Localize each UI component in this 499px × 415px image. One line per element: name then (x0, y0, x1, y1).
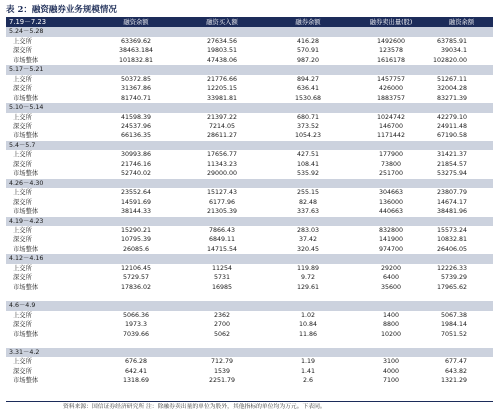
period-row (6, 65, 493, 74)
table-cell: 1024742 (352, 113, 430, 122)
exchange-label: 市场整体 (6, 131, 92, 140)
table-cell: 39034.1 (430, 46, 493, 55)
table-cell: 12226.33 (430, 264, 493, 273)
table-cell: 15127.43 (180, 188, 264, 197)
table-cell: 81740.71 (92, 94, 180, 103)
table-cell: 5739.29 (430, 273, 493, 282)
table-cell: 1.41 (264, 367, 352, 376)
table-row (6, 37, 493, 46)
table-cell: 24537.96 (92, 122, 180, 131)
table-cell: 283.03 (264, 226, 352, 235)
table-cell: 102820.00 (430, 56, 493, 65)
table-cell: 7866.43 (180, 226, 264, 235)
period-label: 3.31－4.2 (6, 348, 493, 357)
period-label: 5.4－5.7 (6, 141, 493, 150)
table-cell: 52740.02 (92, 169, 180, 178)
table-cell: 642.41 (92, 367, 180, 376)
table-cell: 16985 (180, 283, 264, 292)
table-cell: 1.19 (264, 357, 352, 366)
table-cell: 2362 (180, 311, 264, 320)
table-row (6, 198, 493, 207)
header-margin-buy: 融资买入额 (180, 18, 264, 27)
table-cell: 712.79 (180, 357, 264, 366)
table-cell: 141900 (352, 235, 430, 244)
table-cell: 82.48 (264, 198, 352, 207)
table-row (6, 235, 493, 244)
exchange-label: 上交所 (6, 264, 92, 273)
exchange-label: 上交所 (6, 113, 92, 122)
table-cell: 1321.29 (430, 376, 493, 385)
period-label: 4.19－4.23 (6, 217, 493, 226)
exchange-label: 深交所 (6, 84, 92, 93)
period-label: 5.10－5.14 (6, 103, 493, 112)
period-row (6, 301, 493, 310)
table-cell: 7039.66 (92, 330, 180, 339)
table-cell: 14591.69 (92, 198, 180, 207)
table-header-row (6, 18, 493, 27)
table-cell: 894.27 (264, 75, 352, 84)
table-cell: 5062 (180, 330, 264, 339)
table-cell: 83271.39 (430, 94, 493, 103)
exchange-label: 深交所 (6, 160, 92, 169)
table-cell: 570.91 (264, 46, 352, 55)
period-label: 4.26－4.30 (6, 179, 493, 188)
table-row (6, 330, 493, 339)
header-margin-balance: 融资余额 (92, 18, 180, 27)
table-cell: 37.42 (264, 235, 352, 244)
table-cell: 5066.36 (92, 311, 180, 320)
period-row (6, 348, 493, 357)
table-cell: 251700 (352, 169, 430, 178)
table-row (6, 150, 493, 159)
table-cell: 24911.48 (430, 122, 493, 131)
table-cell: 680.71 (264, 113, 352, 122)
table-cell: 2.6 (264, 376, 352, 385)
table-cell: 3100 (352, 357, 430, 366)
exchange-label: 深交所 (6, 235, 92, 244)
exchange-label: 市场整体 (6, 169, 92, 178)
exchange-label: 深交所 (6, 198, 92, 207)
table-cell: 1530.68 (264, 94, 352, 103)
exchange-label: 上交所 (6, 226, 92, 235)
table-row (6, 376, 493, 385)
table-cell: 987.20 (264, 56, 352, 65)
table-cell: 29200 (352, 264, 430, 273)
period-row (6, 217, 493, 226)
table-cell: 14674.17 (430, 198, 493, 207)
table-cell: 63369.62 (92, 37, 180, 46)
table-cell: 1883757 (352, 94, 430, 103)
table-cell: 8800 (352, 320, 430, 329)
exchange-label: 上交所 (6, 311, 92, 320)
table-cell: 440663 (352, 207, 430, 216)
table-cell: 9.72 (264, 273, 352, 282)
table-cell: 47438.06 (180, 56, 264, 65)
table-cell: 17656.77 (180, 150, 264, 159)
spacer-cell (6, 292, 493, 301)
spacer-row (6, 292, 493, 301)
table-cell: 177900 (352, 150, 430, 159)
exchange-label: 市场整体 (6, 330, 92, 339)
table-row (6, 75, 493, 84)
table-cell: 5067.38 (430, 311, 493, 320)
table-cell: 11343.23 (180, 160, 264, 169)
table-cell: 33981.81 (180, 94, 264, 103)
table-cell: 28611.27 (180, 131, 264, 140)
table-row (6, 113, 493, 122)
table-row (6, 188, 493, 197)
table-row (6, 283, 493, 292)
table-row (6, 169, 493, 178)
table-row (6, 160, 493, 169)
spacer-row (6, 339, 493, 348)
exchange-label: 上交所 (6, 75, 92, 84)
table-cell: 832800 (352, 226, 430, 235)
table-cell: 6849.11 (180, 235, 264, 244)
table-cell: 1973.3 (92, 320, 180, 329)
table-cell: 123578 (352, 46, 430, 55)
table-cell: 5729.57 (92, 273, 180, 282)
table-cell: 11254 (180, 264, 264, 273)
table-cell: 304663 (352, 188, 430, 197)
table-cell: 41598.39 (92, 113, 180, 122)
table-cell: 1492600 (352, 37, 430, 46)
exchange-label: 深交所 (6, 320, 92, 329)
table-cell: 427.51 (264, 150, 352, 159)
table-cell: 31367.86 (92, 84, 180, 93)
source-note: 资料来源：国信证券经济研究所 注：除融券卖出量的单位为股外，其他指标的单位均为万元。下表同。 (63, 404, 326, 410)
table-cell: 129.61 (264, 283, 352, 292)
table-cell: 255.15 (264, 188, 352, 197)
table-cell: 15573.24 (430, 226, 493, 235)
table-cell: 19803.51 (180, 46, 264, 55)
table-row (6, 131, 493, 140)
table-cell: 12205.15 (180, 84, 264, 93)
table-cell: 38144.33 (92, 207, 180, 216)
table-row (6, 311, 493, 320)
table-row (6, 264, 493, 273)
table-cell: 50372.85 (92, 75, 180, 84)
table-row (6, 46, 493, 55)
table-cell: 38481.96 (430, 207, 493, 216)
table-cell: 21776.66 (180, 75, 264, 84)
table-cell: 5731 (180, 273, 264, 282)
margin-trading-table (6, 18, 493, 386)
table-cell: 974700 (352, 245, 430, 254)
table-cell: 1984.14 (430, 320, 493, 329)
table-body (6, 27, 493, 385)
period-label: 4.12－4.16 (6, 254, 493, 263)
table-cell: 35600 (352, 283, 430, 292)
table-row (6, 207, 493, 216)
table-cell: 17965.62 (430, 283, 493, 292)
table-cell: 21746.16 (92, 160, 180, 169)
table-cell: 53275.94 (430, 169, 493, 178)
table-cell: 1400 (352, 311, 430, 320)
table-cell: 636.41 (264, 84, 352, 93)
table-cell: 1318.69 (92, 376, 180, 385)
table-row (6, 357, 493, 366)
table-cell: 26406.05 (430, 245, 493, 254)
exchange-label: 市场整体 (6, 245, 92, 254)
table-cell: 51267.11 (430, 75, 493, 84)
table-cell: 320.45 (264, 245, 352, 254)
table-row (6, 122, 493, 131)
period-row (6, 179, 493, 188)
exchange-label: 深交所 (6, 273, 92, 282)
exchange-label: 市场整体 (6, 376, 92, 385)
spacer-cell (6, 339, 493, 348)
table-cell: 643.82 (430, 367, 493, 376)
table-cell: 108.41 (264, 160, 352, 169)
table-cell: 21854.57 (430, 160, 493, 169)
table-cell: 136000 (352, 198, 430, 207)
exchange-label: 上交所 (6, 188, 92, 197)
table-cell: 66136.35 (92, 131, 180, 140)
period-label: 5.17－5.21 (6, 65, 493, 74)
table-cell: 27634.56 (180, 37, 264, 46)
table-cell: 12106.45 (92, 264, 180, 273)
table-cell: 26085.6 (92, 245, 180, 254)
exchange-label: 深交所 (6, 122, 92, 131)
table-cell: 15290.21 (92, 226, 180, 235)
table-cell: 535.92 (264, 169, 352, 178)
period-row (6, 141, 493, 150)
table-cell: 7100 (352, 376, 430, 385)
table-cell: 146700 (352, 122, 430, 131)
period-label: 5.24－5.28 (6, 27, 493, 36)
table-row (6, 245, 493, 254)
table-cell: 6177.96 (180, 198, 264, 207)
table-cell: 426000 (352, 84, 430, 93)
exchange-label: 市场整体 (6, 94, 92, 103)
table-cell: 2700 (180, 320, 264, 329)
table-cell: 21305.39 (180, 207, 264, 216)
period-label: 4.6－4.9 (6, 301, 493, 310)
header-short-balance: 融券余额 (264, 18, 352, 27)
table-row (6, 320, 493, 329)
table-cell: 677.47 (430, 357, 493, 366)
table-cell: 17836.02 (92, 283, 180, 292)
table-cell: 1539 (180, 367, 264, 376)
table-row (6, 273, 493, 282)
exchange-label: 深交所 (6, 367, 92, 376)
table-cell: 2251.79 (180, 376, 264, 385)
table-cell: 23807.79 (430, 188, 493, 197)
table-cell: 67190.58 (430, 131, 493, 140)
table-cell: 73800 (352, 160, 430, 169)
table-row (6, 84, 493, 93)
table-cell: 21397.22 (180, 113, 264, 122)
table-title: 表 2：融资融券业务规模情况 (6, 5, 117, 15)
table-row (6, 94, 493, 103)
table-cell: 676.28 (92, 357, 180, 366)
table-row (6, 56, 493, 65)
exchange-label: 市场整体 (6, 56, 92, 65)
table-cell: 10832.81 (430, 235, 493, 244)
exchange-label: 市场整体 (6, 283, 92, 292)
exchange-label: 市场整体 (6, 207, 92, 216)
table-cell: 10200 (352, 330, 430, 339)
exchange-label: 上交所 (6, 357, 92, 366)
period-row (6, 103, 493, 112)
period-row (6, 27, 493, 36)
table-cell: 4000 (352, 367, 430, 376)
exchange-label: 上交所 (6, 150, 92, 159)
table-cell: 14715.54 (180, 245, 264, 254)
table-cell: 416.28 (264, 37, 352, 46)
table-row (6, 367, 493, 376)
table-cell: 101832.81 (92, 56, 180, 65)
table-cell: 11.86 (264, 330, 352, 339)
table-cell: 29000.00 (180, 169, 264, 178)
table-cell: 10795.39 (92, 235, 180, 244)
header-short-sell-volume: 融券卖出量(股) (352, 18, 430, 27)
table-cell: 38463.184 (92, 46, 180, 55)
table-cell: 63785.91 (430, 37, 493, 46)
header-period: 7.19－7.23 (6, 18, 92, 27)
table-cell: 119.89 (264, 264, 352, 273)
table-cell: 1457757 (352, 75, 430, 84)
table-cell: 7051.52 (430, 330, 493, 339)
exchange-label: 深交所 (6, 46, 92, 55)
exchange-label: 上交所 (6, 37, 92, 46)
table-cell: 1054.23 (264, 131, 352, 140)
table-cell: 31421.37 (430, 150, 493, 159)
header-total-balance: 融资余额 (430, 18, 493, 27)
table-cell: 1616178 (352, 56, 430, 65)
table-cell: 1171442 (352, 131, 430, 140)
table-cell: 373.52 (264, 122, 352, 131)
table-cell: 42279.10 (430, 113, 493, 122)
table-cell: 1.02 (264, 311, 352, 320)
table-cell: 30993.86 (92, 150, 180, 159)
table-cell: 23552.64 (92, 188, 180, 197)
table-cell: 32004.28 (430, 84, 493, 93)
table-cell: 337.63 (264, 207, 352, 216)
period-row (6, 254, 493, 263)
table-cell: 7214.05 (180, 122, 264, 131)
table-cell: 6400 (352, 273, 430, 282)
table-cell: 10.84 (264, 320, 352, 329)
table-row (6, 226, 493, 235)
